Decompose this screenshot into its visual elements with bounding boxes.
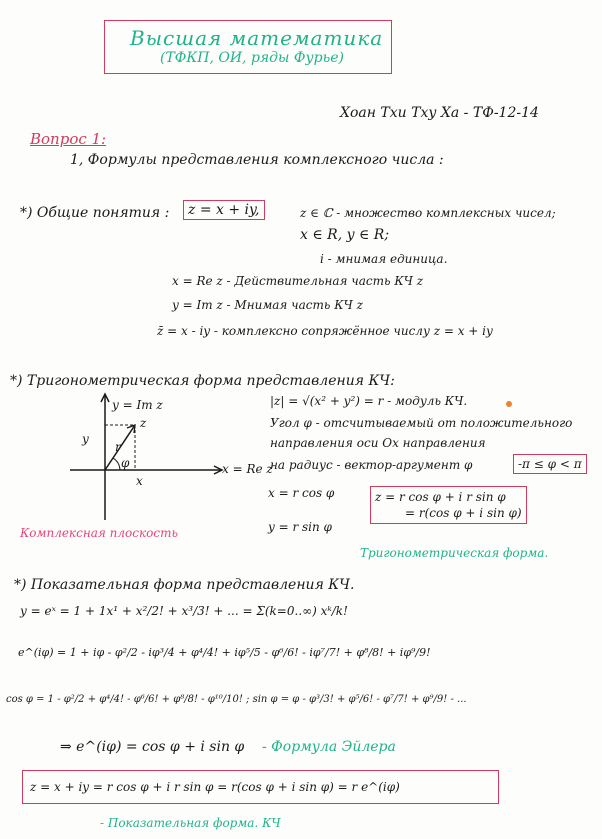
complex-plane-label: Комплексная плоскость <box>20 526 178 540</box>
modulus-line: |z| = √(x² + y²) = r - модуль КЧ. <box>270 394 468 408</box>
re-line: x = Re z - Действительная часть КЧ z <box>172 274 424 288</box>
trig-heading: *) Тригонометрическая форма представления КЧ: <box>10 373 395 389</box>
exp-final-formula: z = x + iy = r cos φ + i r sin φ = r(cos φ + i sin φ) = r e^(iφ) <box>30 780 400 794</box>
question-label: Вопрос 1: <box>30 130 107 148</box>
set-definition: z ∈ ℂ - множество комплексных чисел; <box>300 206 556 220</box>
phi-label: φ <box>121 456 130 470</box>
x-equation: x = r cos φ <box>268 486 335 500</box>
phi-range: -π ≤ φ < π <box>513 454 587 474</box>
conjugate-line: z̄ = x - iy - комплексно сопряжённое числу z = x + iy <box>157 324 493 338</box>
y-coordinate-label: y <box>82 432 89 446</box>
imaginary-unit: i - мнимая единица. <box>320 252 448 266</box>
title-line-2: (ТФКП, ОИ, ряды Фурье) <box>160 50 344 66</box>
axis-y-label: y = Im z <box>112 398 163 412</box>
series-ex: y = eˣ = 1 + 1x¹ + x²/2! + x³/3! + ... = Σ(k=0..∞) xᵏ/k! <box>20 604 348 618</box>
z-point-label: z <box>140 416 147 430</box>
x-coordinate-label: x <box>136 474 143 488</box>
title-line-1: Высшая математика <box>130 26 384 50</box>
im-line: y = Im z - Мнимая часть КЧ z <box>172 298 363 312</box>
exp-heading: *) Показательная форма представления КЧ. <box>14 577 355 593</box>
exp-form-name: - Показательная форма. КЧ <box>100 816 281 830</box>
trig-form-name: Тригонометрическая форма. <box>360 546 549 560</box>
heading-formulas: 1, Формулы представления комплексного числа : <box>70 152 444 168</box>
series-cos-sin: cos φ = 1 - φ²/2 + φ⁴/4! - φ⁶/6! + φ⁸/8! - φ¹⁰/10! ; sin φ = φ - φ³/3! + φ⁵/6! - φ⁷/7! + φ⁹/9! - ... <box>6 694 467 705</box>
angle-line-3: на радиус - вектор-аргумент φ <box>270 458 473 472</box>
angle-line-1: Угол φ - отсчитываемый от положительного <box>270 416 573 430</box>
euler-formula-name: - Формула Эйлера <box>262 739 396 755</box>
r-label: r <box>115 440 121 454</box>
author-line: Хоан Тхи Тху Ха - ТФ-12-14 <box>340 105 539 121</box>
angle-line-2: направления оси Ox направления <box>270 436 486 450</box>
series-eiphi: e^(iφ) = 1 + iφ - φ²/2 - iφ³/4 + φ⁴/4! + iφ⁵/5 - φ⁶/6! - iφ⁷/7! + φ⁸/8! + iφ⁹/9! <box>18 646 431 659</box>
y-equation: y = r sin φ <box>268 520 332 534</box>
euler-formula: ⇒ e^(iφ) = cos φ + i sin φ <box>60 739 245 755</box>
axis-x-label: x = Re z <box>222 462 273 476</box>
trig-z-eq-2: = r(cos φ + i sin φ) <box>405 506 522 521</box>
basics-label: *) Общие понятия : <box>20 205 170 221</box>
z-definition: z = x + iy, <box>183 200 265 220</box>
trig-z-eq-1: z = r cos φ + i r sin φ <box>375 490 506 504</box>
xy-real: x ∈ R, y ∈ R; <box>300 227 390 243</box>
